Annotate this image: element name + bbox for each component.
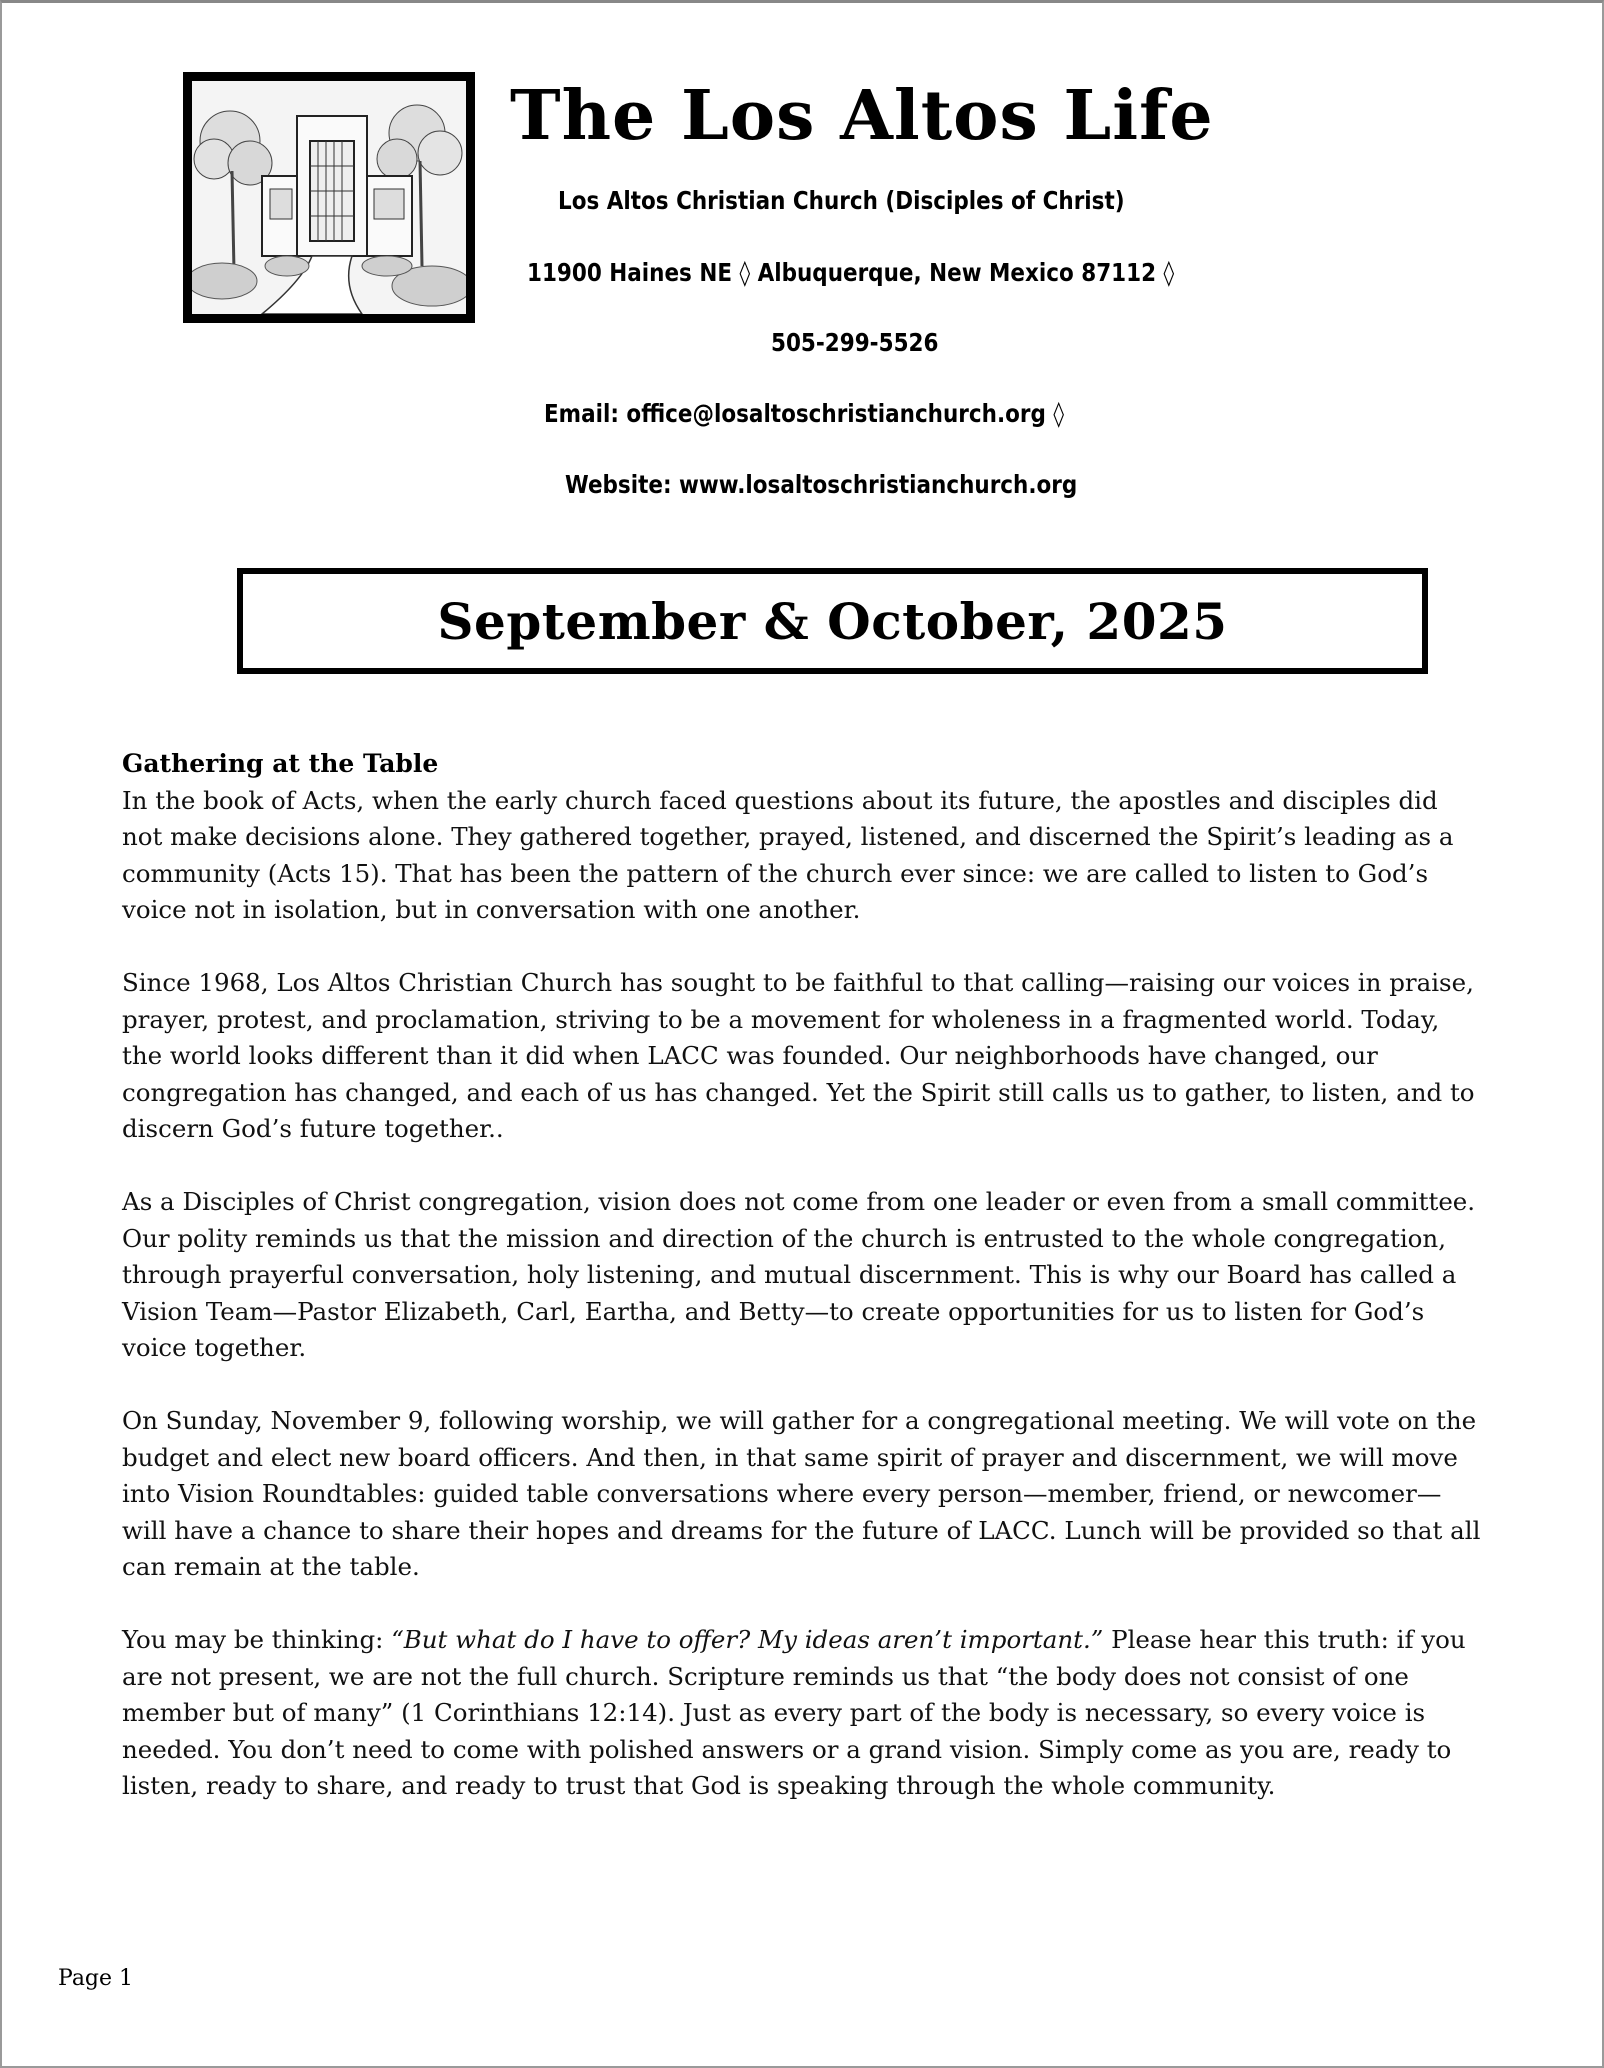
article-paragraph-2: Since 1968, Los Altos Christian Church has sought to be faithful to that calling—raising our voices in praise, prayer, protest, and proclamation, striving to be a movement for wholeness in a fragmented world. Today, the world looks different than it did when LACC was founded. Our neighborhoods have changed, our congregation has changed, and each of us has changed. Yet the Spirit still calls us to gather, to listen, and to discern God’s future together.. xyxy=(122,968,1475,1143)
church-building-sketch xyxy=(183,72,475,323)
article-heading: Gathering at the Table xyxy=(122,749,439,778)
issue-date: September & October, 2025 xyxy=(437,591,1228,651)
church-phone: 505-299-5526 xyxy=(771,328,939,357)
article-paragraph-3: As a Disciples of Christ congregation, vision does not come from one leader or even from a small committee. Our polity reminds us that the mission and direction of the church is entrusted to the whole congregation, through prayerful conversation, holy listening, and mutual discernment. This is why our Board has called a Vision Team—Pastor Elizabeth, Carl, Eartha, and Betty—to create opportunities for us to listen for God’s voice together. xyxy=(122,1187,1476,1362)
newsletter-title: The Los Altos Life xyxy=(510,76,1214,156)
article-paragraph-4: On Sunday, November 9, following worship, we will gather for a congregational meeting. We will vote on the budget and elect new board officers. And then, in that same spirit of prayer and discernment, we will move into Vision Roundtables: guided table conversations where every person—member, friend, or newcomer—will have a chance to share their hopes and dreams for the future of LACC. Lunch will be provided so that all can remain at the table. xyxy=(122,1406,1481,1581)
paragraph-5-lead: You may be thinking: xyxy=(122,1625,392,1654)
church-website: Website: www.losaltoschristianchurch.org xyxy=(565,470,1078,499)
article-paragraph-1: In the book of Acts, when the early church faced questions about its future, the apostles and disciples did not make decisions alone. They gathered together, prayed, listened, and discerned the Spirit’s leading as a community (Acts 15). That has been the pattern of the church ever since: we are called to listen to God’s voice not in isolation, but in conversation with one another. xyxy=(122,785,1454,924)
paragraph-5-rest: Please hear this truth: if you are not present, we are not the full church. Scripture reminds us that “the body does not consist of one member but of many” (1 Corinthians 12:14). Just as every part of the body is necessary, so every voice is needed. You don’t need to come with polished answers or a grand vision. Simply come as you are, ready to listen, ready to share, and ready to trust that God is speaking through the whole community. xyxy=(122,1625,1466,1800)
article-paragraph-5 xyxy=(122,1622,1482,1805)
article xyxy=(122,746,1482,1841)
church-email: Email: office@losaltoschristianchurch.org ◊ xyxy=(544,399,1064,428)
issue-date-box xyxy=(237,568,1428,674)
paragraph-5-quote: “But what do I have to offer? My ideas aren’t important.” xyxy=(391,1625,1104,1654)
page-number: Page 1 xyxy=(58,1966,134,1991)
church-address: 11900 Haines NE ◊ Albuquerque, New Mexico 87112 ◊ xyxy=(527,258,1175,287)
church-name: Los Altos Christian Church (Disciples of Christ) xyxy=(558,186,1125,215)
